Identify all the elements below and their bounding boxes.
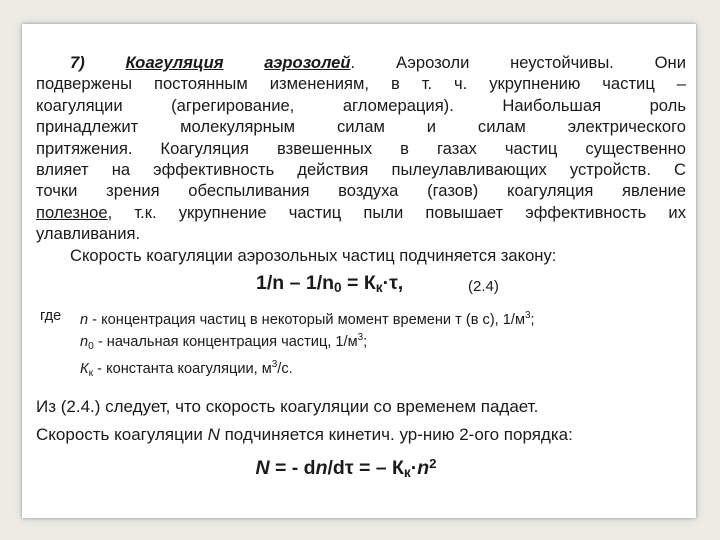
para1-last-line: улавливания. xyxy=(36,224,141,244)
kinetic-pre: Скорость коагуляции xyxy=(36,425,208,445)
section-number: 7) xyxy=(70,53,85,72)
definition-k xyxy=(36,356,686,383)
para1-line: подвержены постоянным изменениям, в т. ч. укрупнению частиц – xyxy=(36,74,686,94)
para1-first-line-text: Аэрозоли неустойчивы. Они xyxy=(395,53,686,72)
def-k-symbol: К xyxy=(80,361,89,378)
formula1-part2: = К xyxy=(341,272,376,295)
def-n0-sup: 3 xyxy=(357,332,364,344)
definition-n xyxy=(36,307,686,329)
formula1-part3: ·τ, xyxy=(382,272,404,295)
def-k-sub: к xyxy=(88,368,94,380)
formula1-part1: 1/n – 1/n xyxy=(256,272,335,295)
def-n-sup: 3 xyxy=(525,310,531,322)
def-n0-end: ; xyxy=(363,334,368,351)
def-n0-symbol: n xyxy=(80,334,89,351)
formula2-mid1: = - d xyxy=(269,457,316,480)
para1-line: коагуляции (агрегирование, агломерация). Наибольшая роль xyxy=(36,95,686,115)
kinetic-post: подчиняется кинетич. ур-нию 2-ого порядка: xyxy=(219,425,573,445)
def-n0-sub: 0 xyxy=(88,341,94,353)
formula1-expression xyxy=(256,273,403,298)
section-title-word2: аэрозолей xyxy=(264,53,351,72)
def-n-text: - концентрация частиц в некоторый момент времени т (в с), 1/м xyxy=(88,312,525,329)
def-k-sup: 3 xyxy=(271,359,278,371)
section-heading-line xyxy=(36,52,686,73)
def-n-symbol: n xyxy=(80,312,89,329)
formula2-lhs: N xyxy=(255,457,270,480)
para1-line: влияет на эффективность действия пылеулавливающих устройств. С xyxy=(36,160,686,180)
kinetic-symbol: N xyxy=(207,425,220,445)
useful-word: полезное xyxy=(36,202,108,222)
equation-number: (2.4) xyxy=(468,278,499,296)
formula2-mid2: /dτ = – К xyxy=(327,457,404,480)
formula2-n: n xyxy=(315,457,328,480)
para1-line: принадлежит молекулярным силам и силам электрического xyxy=(36,117,686,137)
slide xyxy=(22,24,696,518)
useful-rest: , т.к. укрупнение частиц пыли повышает эффективность их xyxy=(107,202,686,222)
formula1-sub0: 0 xyxy=(334,280,342,296)
formula-coagulation-law xyxy=(36,273,686,299)
kinetic-order-text xyxy=(36,423,686,447)
definitions-block xyxy=(36,307,686,383)
def-k-end: /с. xyxy=(277,361,293,378)
definition-n0 xyxy=(36,329,686,356)
def-n-end: ; xyxy=(530,312,535,329)
section-title-tail: . xyxy=(350,53,356,72)
formula2-n2: n xyxy=(417,457,430,480)
slide-content xyxy=(36,52,686,483)
conclusion-text: Из (2.4.) следует, что скорость коагуляции со временем падает. xyxy=(36,397,539,417)
def-k-text: - константа коагуляции, м xyxy=(93,361,272,378)
formula2-sup2: 2 xyxy=(429,456,437,472)
formula-kinetic-rate xyxy=(36,453,686,483)
law-statement: Скорость коагуляции аэрозольных частиц подчиняется закону: xyxy=(70,245,557,265)
para1-line: точки зрения обеспыливания воздуха (газов) коагуляция явление xyxy=(36,181,686,201)
formula1-subk: к xyxy=(375,280,383,296)
formula2-dot: · xyxy=(410,457,418,480)
section-title-word1: Коагуляция xyxy=(125,53,224,72)
para1-useful-line xyxy=(36,202,686,223)
where-word: где xyxy=(40,308,62,325)
formula2-subk: к xyxy=(403,465,411,481)
para1-line: притяжения. Коагуляция взвешенных в газах частиц существенно xyxy=(36,138,686,158)
def-n0-text: - начальная концентрация частиц, 1/м xyxy=(93,334,358,351)
